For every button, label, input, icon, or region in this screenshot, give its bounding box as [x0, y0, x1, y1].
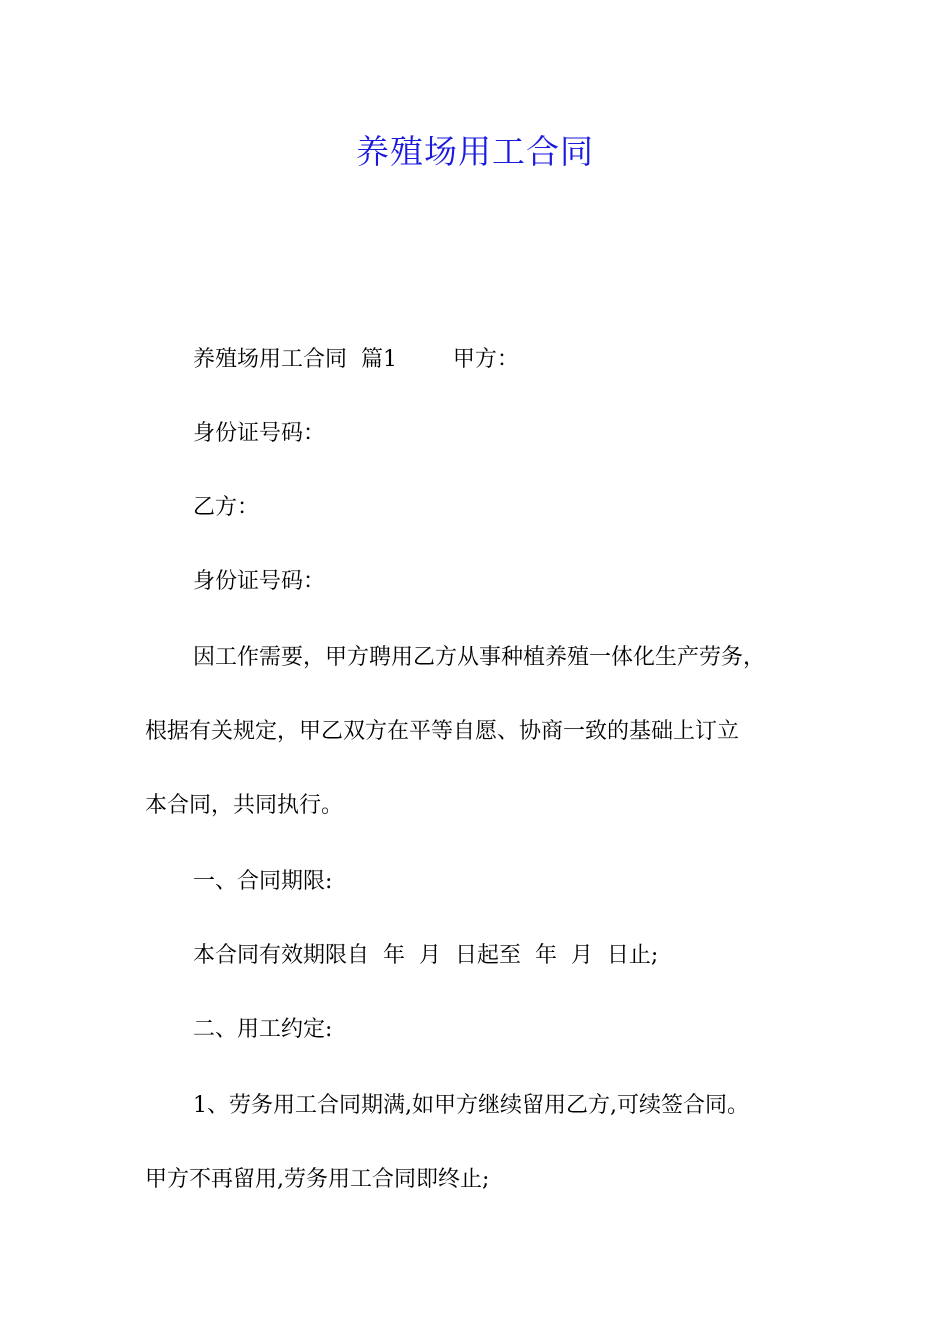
- purpose-paragraph-line-2: 根据有关规定，甲乙双方在平等自愿、协商一致的基础上订立: [145, 719, 740, 744]
- party-b-line: 乙方：: [193, 495, 260, 520]
- clause-1-line-2: 甲方不再留用,劳务用工合同即终止;: [145, 1167, 490, 1192]
- section-2-heading: 二、用工约定:: [193, 1017, 333, 1042]
- purpose-paragraph-line-1: 因工作需要，甲方聘用乙方从事种植养殖一体化生产劳务，: [193, 645, 766, 670]
- clause-1-line-1: 1、劳务用工合同期满,如甲方继续留用乙方,可续签合同。: [193, 1093, 749, 1118]
- party-a-id-line: 身份证号码：: [193, 421, 326, 446]
- contract-term-line: 本合同有效期限自 年 月 日起至 年 月 日止;: [193, 943, 659, 968]
- intro-party-a-line: 养殖场用工合同 篇1 甲方：: [193, 347, 519, 372]
- section-1-heading: 一、合同期限:: [193, 869, 333, 894]
- purpose-paragraph-line-3: 本合同，共同执行。: [145, 793, 344, 818]
- document-title: 养殖场用工合同: [356, 132, 594, 171]
- party-b-id-line: 身份证号码：: [193, 569, 326, 594]
